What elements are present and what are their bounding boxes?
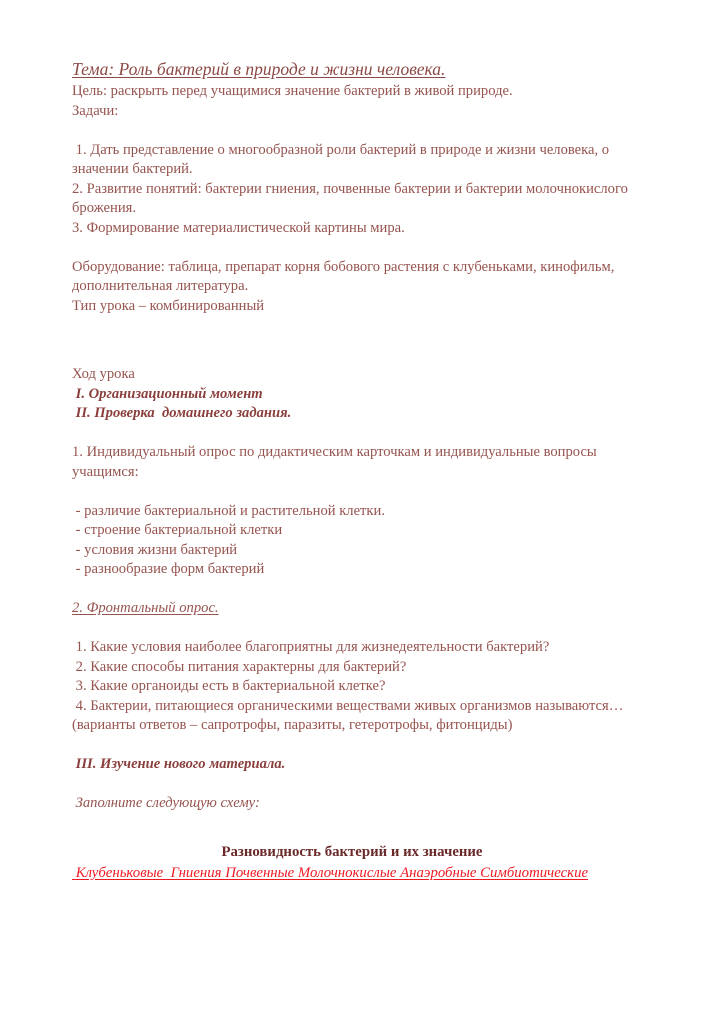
- spacer: [72, 619, 632, 639]
- bullet-item-1: - различие бактериальной и растительной клетки.: [72, 502, 385, 519]
- task-item-1: 1. Дать представление о многообразной роли бактерий в природе и жизни человека, о значении бактерий.: [72, 141, 613, 177]
- spacer: [72, 775, 632, 795]
- spacer: [72, 238, 632, 258]
- equipment-line: Оборудование: таблица, препарат корня бобового растения с клубеньками, кинофильм, дополнительная литература.: [72, 258, 619, 294]
- frontal-survey-heading: 2. Фронтальный опрос.: [72, 600, 219, 616]
- question-item-1: 1. Какие условия наиболее благоприятны для жизнедеятельности бактерий?: [72, 639, 550, 655]
- question-item-2: 2. Какие способы питания характерны для бактерий?: [72, 658, 407, 675]
- lesson-goal-line: Цель: раскрыть перед учащимися значение бактерий в живой природе.: [72, 83, 513, 99]
- stage-heading-2: II. Проверка домашнего задания.: [72, 405, 292, 421]
- bullet-item-4: - разнообразие форм бактерий: [72, 561, 265, 577]
- bullet-item-3: - условия жизни бактерий: [72, 541, 238, 558]
- task-item-3: 3. Формирование материалистической картины мира.: [72, 219, 405, 236]
- task-item-2: 2. Развитие понятий: бактерии гниения, почвенные бактерии и бактерии молочнокислого брожения.: [72, 180, 632, 216]
- stage-heading-1: I. Организационный момент: [72, 385, 263, 402]
- tasks-label: Задачи:: [72, 102, 119, 119]
- spacer: [72, 121, 632, 141]
- document-body: [72, 58, 632, 883]
- spacer: [72, 424, 632, 444]
- lesson-flow-label: Ход урока: [72, 366, 135, 382]
- spacer: [72, 833, 632, 843]
- individual-survey-paragraph: 1. Индивидуальный опрос по дидактическим карточкам и индивидуальные вопросы учащимся:: [72, 444, 601, 480]
- question-item-4: 4. Бактерии, питающиеся органическими веществами живых организмов называются… (варианты ответов – сапротрофы, паразиты, гетеротрофы, фитонциды): [72, 697, 627, 733]
- bullet-item-2: - строение бактериальной клетки: [72, 522, 283, 538]
- question-item-3: 3. Какие органоиды есть в бактериальной клетке?: [72, 678, 386, 694]
- spacer: [72, 316, 632, 336]
- spacer: [72, 355, 632, 365]
- scheme-items-line: Клубеньковые Гниения Почвенные Молочнокислые Анаэробные Симбиотические: [72, 864, 589, 881]
- page-title: Тема: Роль бактерий в природе и жизни человека.: [72, 59, 446, 79]
- spacer: [72, 736, 632, 756]
- stage-heading-3: III. Изучение нового материала.: [72, 756, 286, 772]
- spacer: [72, 580, 632, 600]
- spacer: [72, 482, 632, 502]
- scheme-title: Разновидность бактерий и их значение: [221, 844, 483, 860]
- document-title-block: [72, 58, 632, 81]
- scheme-items-block: [72, 863, 592, 883]
- fill-scheme-instruction: Заполните следующую схему:: [72, 795, 260, 811]
- lesson-type-line: Тип урока – комбинированный: [72, 297, 265, 314]
- spacer: [72, 814, 632, 834]
- spacer: [72, 336, 632, 356]
